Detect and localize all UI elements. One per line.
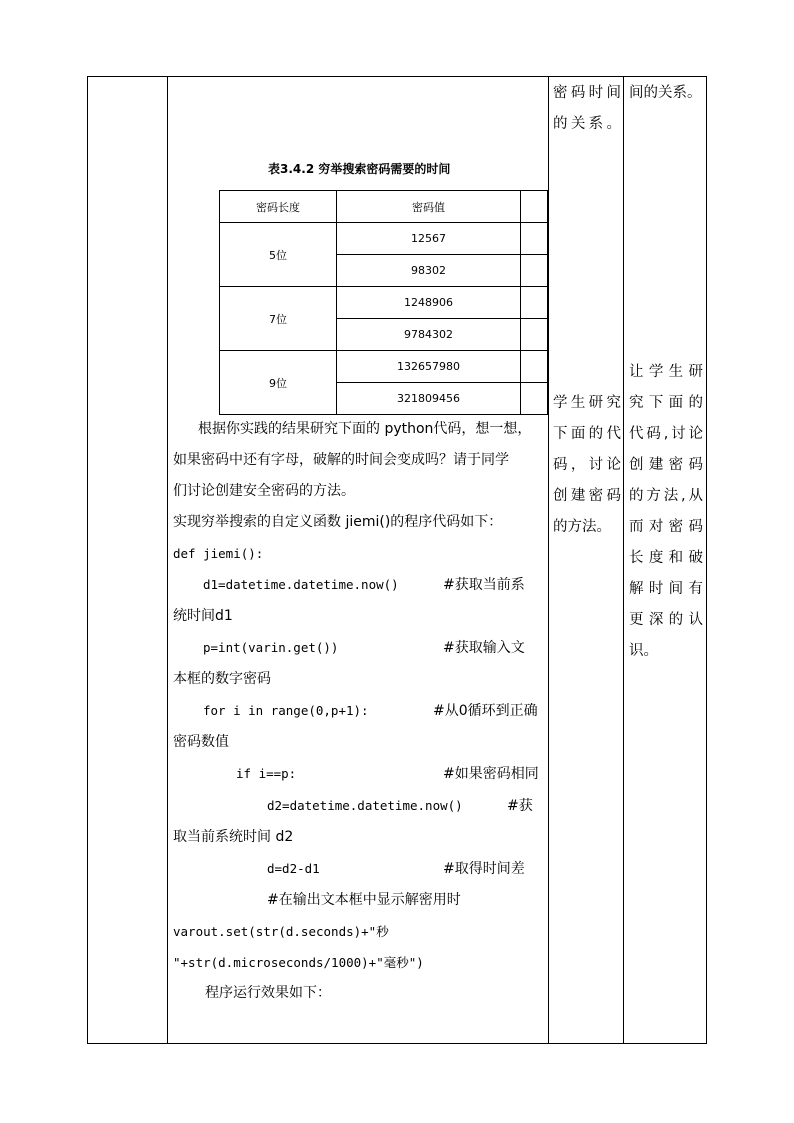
col4-intent-line-5: 的方法,从 bbox=[629, 488, 703, 504]
col4-intent-line-4: 创建密码 bbox=[629, 457, 703, 473]
table-right-border bbox=[706, 76, 707, 1044]
design-intent-column bbox=[629, 78, 703, 667]
code-line-1 bbox=[173, 569, 545, 601]
blank-cell bbox=[521, 223, 548, 255]
code-def-line: def jiemi(): bbox=[173, 546, 264, 561]
header-blank bbox=[521, 191, 548, 223]
code-line-2 bbox=[173, 632, 545, 664]
code-comment: #获 bbox=[507, 798, 533, 814]
value-cell: 9784302 bbox=[337, 319, 521, 351]
code-statement: d=d2-d1 bbox=[267, 861, 320, 876]
code-line-8b: "+str(d.microseconds/1000)+"毫秒") bbox=[173, 955, 424, 970]
table-header-row bbox=[220, 191, 548, 223]
blank-cell bbox=[521, 351, 548, 383]
code-intro: 实现穷举搜索的自定义函数 jiemi()的程序代码如下： bbox=[173, 514, 503, 530]
code-statement: d1=datetime.datetime.now() bbox=[203, 577, 399, 592]
code-line-5 bbox=[173, 790, 545, 822]
paragraph-line-3: 们讨论创建安全密码的方法。 bbox=[173, 483, 355, 499]
code-line-5-continued: 取当前系统时间 d2 bbox=[173, 829, 294, 845]
blank-cell bbox=[521, 255, 548, 287]
col3-activity-line-4: 创建密码 bbox=[553, 488, 621, 504]
length-cell-5: 5位 bbox=[220, 223, 337, 287]
length-cell-7: 7位 bbox=[220, 287, 337, 351]
length-cell-9: 9位 bbox=[220, 351, 337, 415]
col4-intent-line-7: 长度和破 bbox=[629, 550, 703, 566]
header-password-length: 密码长度 bbox=[220, 191, 337, 223]
student-activity-column bbox=[553, 78, 621, 543]
value-cell: 98302 bbox=[337, 255, 521, 287]
code-comment: #如果密码相同 bbox=[443, 766, 539, 782]
code-line-6 bbox=[173, 853, 545, 885]
col3-top-line-1: 密码时间 bbox=[553, 85, 621, 101]
column-divider-2 bbox=[548, 76, 549, 1044]
blank-cell bbox=[521, 287, 548, 319]
table-top-border bbox=[87, 76, 707, 77]
col4-intent-line-10: 识。 bbox=[629, 643, 658, 659]
code-statement: d2=datetime.datetime.now() bbox=[267, 798, 463, 813]
paragraph-line-1: 根据你实践的结果研究下面的 python代码，想一想， bbox=[198, 421, 532, 437]
col3-top-line-2: 的关系。 bbox=[553, 116, 621, 132]
table-row bbox=[220, 223, 548, 255]
col3-activity-line-2: 下面的代 bbox=[553, 426, 621, 442]
code-line-3 bbox=[173, 695, 545, 727]
table-bottom-border bbox=[87, 1043, 707, 1044]
password-time-table bbox=[219, 190, 548, 415]
result-caption: 程序运行效果如下： bbox=[205, 985, 331, 1001]
column-divider-3 bbox=[623, 76, 624, 1044]
table-row bbox=[220, 287, 548, 319]
code-comment: #从0循环到正确 bbox=[433, 703, 538, 719]
code-statement: if i==p: bbox=[236, 766, 297, 781]
table-row bbox=[220, 351, 548, 383]
value-cell: 132657980 bbox=[337, 351, 521, 383]
col3-activity-line-3: 码，讨论 bbox=[553, 457, 621, 473]
table-caption: 表3.4.2 穷举搜索密码需要的时间 bbox=[268, 162, 451, 176]
code-line-8a: varout.set(str(d.seconds)+"秒 bbox=[173, 924, 389, 939]
col4-intent-line-3: 代码,讨论 bbox=[629, 426, 703, 442]
col4-intent-line-9: 更深的认 bbox=[629, 612, 703, 628]
code-comment: #获取当前系 bbox=[443, 577, 525, 593]
col3-activity-line-5: 的方法。 bbox=[553, 519, 611, 535]
value-cell: 1248906 bbox=[337, 287, 521, 319]
col4-intent-line-6: 而对密码 bbox=[629, 519, 703, 535]
header-password-value: 密码值 bbox=[337, 191, 521, 223]
code-line-2-continued: 本框的数字密码 bbox=[173, 671, 271, 687]
code-statement: p=int(varin.get()) bbox=[203, 640, 339, 655]
code-comment: #获取输入文 bbox=[443, 640, 525, 656]
code-comment: #取得时间差 bbox=[443, 861, 525, 877]
code-line-3-continued: 密码数值 bbox=[173, 734, 229, 750]
code-line-1-continued: 统时间d1 bbox=[173, 608, 233, 624]
main-content bbox=[173, 414, 545, 1009]
blank-cell bbox=[521, 319, 548, 351]
blank-cell bbox=[521, 383, 548, 415]
value-cell: 321809456 bbox=[337, 383, 521, 415]
col4-intent-line-2: 究下面的 bbox=[629, 395, 703, 411]
table-left-border bbox=[87, 76, 88, 1044]
code-statement: for i in range(0,p+1): bbox=[203, 703, 369, 718]
value-cell: 12567 bbox=[337, 223, 521, 255]
col4-intent-line-8: 解时间有 bbox=[629, 581, 703, 597]
col3-activity-line-1: 学生研究 bbox=[553, 395, 621, 411]
column-divider-1 bbox=[167, 76, 168, 1044]
code-line-4 bbox=[173, 758, 545, 790]
col4-intent-line-1: 让学生研 bbox=[629, 364, 703, 380]
col4-top-line: 间的关系。 bbox=[629, 85, 702, 101]
code-line-7-comment: #在输出文本框中显示解密用时 bbox=[267, 892, 461, 908]
paragraph-line-2: 如果密码中还有字母，破解的时间会变成吗？请于同学 bbox=[173, 452, 509, 468]
